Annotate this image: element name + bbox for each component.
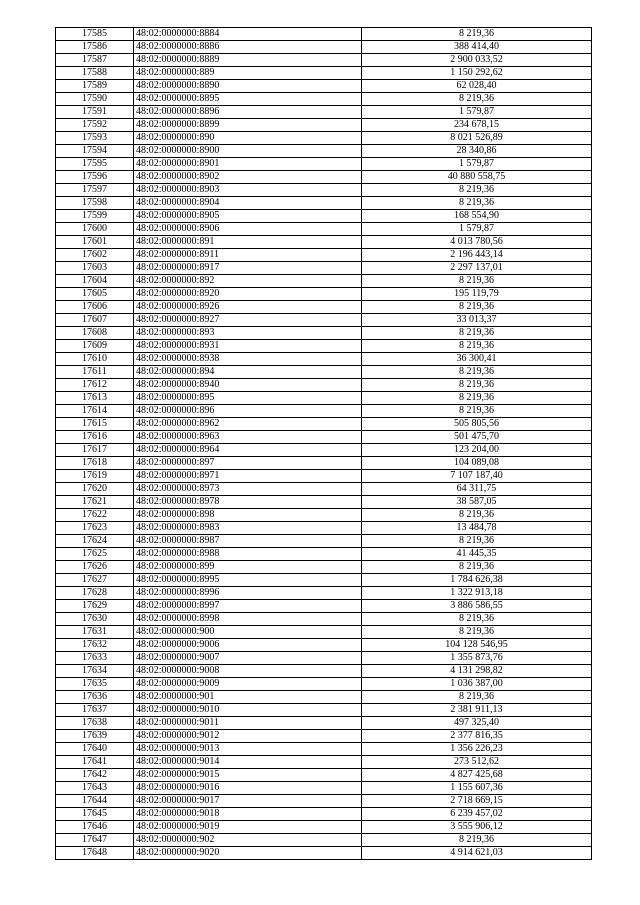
cadastral-number-cell: 48:02:0000000:8988 bbox=[134, 548, 362, 561]
value-cell: 3 886 586,55 bbox=[362, 600, 592, 613]
cadastral-number-cell: 48:02:0000000:9014 bbox=[134, 756, 362, 769]
cadastral-number-cell: 48:02:0000000:8995 bbox=[134, 574, 362, 587]
value-cell: 8 219,36 bbox=[362, 691, 592, 704]
row-number-cell: 17632 bbox=[56, 639, 134, 652]
table-row bbox=[56, 834, 592, 847]
table-row bbox=[56, 756, 592, 769]
table-row bbox=[56, 28, 592, 41]
table-row bbox=[56, 197, 592, 210]
value-cell: 388 414,40 bbox=[362, 41, 592, 54]
cadastral-number-cell: 48:02:0000000:8987 bbox=[134, 535, 362, 548]
table-row bbox=[56, 847, 592, 860]
cadastral-number-cell: 48:02:0000000:9011 bbox=[134, 717, 362, 730]
row-number-cell: 17643 bbox=[56, 782, 134, 795]
row-number-cell: 17587 bbox=[56, 54, 134, 67]
cadastral-number-cell: 48:02:0000000:8902 bbox=[134, 171, 362, 184]
row-number-cell: 17630 bbox=[56, 613, 134, 626]
row-number-cell: 17631 bbox=[56, 626, 134, 639]
value-cell: 4 013 780,56 bbox=[362, 236, 592, 249]
value-cell: 6 239 457,02 bbox=[362, 808, 592, 821]
table-row bbox=[56, 600, 592, 613]
cadastral-number-cell: 48:02:0000000:9010 bbox=[134, 704, 362, 717]
table-row bbox=[56, 418, 592, 431]
value-cell: 168 554,90 bbox=[362, 210, 592, 223]
cadastral-number-cell: 48:02:0000000:8971 bbox=[134, 470, 362, 483]
value-cell: 8 219,36 bbox=[362, 535, 592, 548]
row-number-cell: 17625 bbox=[56, 548, 134, 561]
value-cell: 1 784 626,38 bbox=[362, 574, 592, 587]
value-cell: 4 914 621,03 bbox=[362, 847, 592, 860]
table-row bbox=[56, 548, 592, 561]
value-cell: 8 219,36 bbox=[362, 327, 592, 340]
cadastral-number-cell: 48:02:0000000:9016 bbox=[134, 782, 362, 795]
value-cell: 104 089,08 bbox=[362, 457, 592, 470]
table-row bbox=[56, 704, 592, 717]
table-row bbox=[56, 795, 592, 808]
cadastral-number-cell: 48:02:0000000:8927 bbox=[134, 314, 362, 327]
table-row bbox=[56, 509, 592, 522]
cadastral-number-cell: 48:02:0000000:8973 bbox=[134, 483, 362, 496]
row-number-cell: 17628 bbox=[56, 587, 134, 600]
row-number-cell: 17615 bbox=[56, 418, 134, 431]
value-cell: 505 805,56 bbox=[362, 418, 592, 431]
table-row bbox=[56, 639, 592, 652]
row-number-cell: 17613 bbox=[56, 392, 134, 405]
value-cell: 7 107 187,40 bbox=[362, 470, 592, 483]
cadastral-number-cell: 48:02:0000000:8903 bbox=[134, 184, 362, 197]
value-cell: 8 219,36 bbox=[362, 613, 592, 626]
cadastral-number-cell: 48:02:0000000:9008 bbox=[134, 665, 362, 678]
cadastral-number-cell: 48:02:0000000:902 bbox=[134, 834, 362, 847]
value-cell: 1 579,87 bbox=[362, 158, 592, 171]
cadastral-number-cell: 48:02:0000000:8978 bbox=[134, 496, 362, 509]
row-number-cell: 17641 bbox=[56, 756, 134, 769]
row-number-cell: 17612 bbox=[56, 379, 134, 392]
table-row bbox=[56, 314, 592, 327]
table-row bbox=[56, 106, 592, 119]
cadastral-number-cell: 48:02:0000000:9012 bbox=[134, 730, 362, 743]
table-row bbox=[56, 613, 592, 626]
value-cell: 1 322 913,18 bbox=[362, 587, 592, 600]
value-cell: 8 219,36 bbox=[362, 834, 592, 847]
row-number-cell: 17611 bbox=[56, 366, 134, 379]
row-number-cell: 17591 bbox=[56, 106, 134, 119]
row-number-cell: 17605 bbox=[56, 288, 134, 301]
value-cell: 8 219,36 bbox=[362, 392, 592, 405]
row-number-cell: 17622 bbox=[56, 509, 134, 522]
cadastral-number-cell: 48:02:0000000:8963 bbox=[134, 431, 362, 444]
cadastral-number-cell: 48:02:0000000:9009 bbox=[134, 678, 362, 691]
row-number-cell: 17637 bbox=[56, 704, 134, 717]
table-row bbox=[56, 171, 592, 184]
value-cell: 8 219,36 bbox=[362, 366, 592, 379]
cadastral-number-cell: 48:02:0000000:8895 bbox=[134, 93, 362, 106]
cadastral-number-cell: 48:02:0000000:8917 bbox=[134, 262, 362, 275]
value-cell: 2 718 669,15 bbox=[362, 795, 592, 808]
cadastral-number-cell: 48:02:0000000:890 bbox=[134, 132, 362, 145]
row-number-cell: 17617 bbox=[56, 444, 134, 457]
table-row bbox=[56, 457, 592, 470]
value-cell: 1 150 292,62 bbox=[362, 67, 592, 80]
row-number-cell: 17634 bbox=[56, 665, 134, 678]
cadastral-number-cell: 48:02:0000000:9015 bbox=[134, 769, 362, 782]
table-row bbox=[56, 483, 592, 496]
table-row bbox=[56, 691, 592, 704]
table-row bbox=[56, 652, 592, 665]
value-cell: 501 475,70 bbox=[362, 431, 592, 444]
row-number-cell: 17635 bbox=[56, 678, 134, 691]
row-number-cell: 17596 bbox=[56, 171, 134, 184]
value-cell: 28 340,86 bbox=[362, 145, 592, 158]
cadastral-number-cell: 48:02:0000000:8905 bbox=[134, 210, 362, 223]
table-row bbox=[56, 821, 592, 834]
table-row bbox=[56, 236, 592, 249]
table-row bbox=[56, 67, 592, 80]
row-number-cell: 17638 bbox=[56, 717, 134, 730]
cadastral-number-cell: 48:02:0000000:893 bbox=[134, 327, 362, 340]
cadastral-number-cell: 48:02:0000000:8940 bbox=[134, 379, 362, 392]
row-number-cell: 17607 bbox=[56, 314, 134, 327]
row-number-cell: 17618 bbox=[56, 457, 134, 470]
table-row bbox=[56, 769, 592, 782]
row-number-cell: 17646 bbox=[56, 821, 134, 834]
table-row bbox=[56, 782, 592, 795]
cadastral-number-cell: 48:02:0000000:899 bbox=[134, 561, 362, 574]
row-number-cell: 17603 bbox=[56, 262, 134, 275]
table-row bbox=[56, 158, 592, 171]
value-cell: 123 204,00 bbox=[362, 444, 592, 457]
row-number-cell: 17604 bbox=[56, 275, 134, 288]
cadastral-number-cell: 48:02:0000000:892 bbox=[134, 275, 362, 288]
cadastral-number-cell: 48:02:0000000:8900 bbox=[134, 145, 362, 158]
row-number-cell: 17595 bbox=[56, 158, 134, 171]
cadastral-number-cell: 48:02:0000000:9020 bbox=[134, 847, 362, 860]
cadastral-number-cell: 48:02:0000000:8886 bbox=[134, 41, 362, 54]
table-row bbox=[56, 431, 592, 444]
row-number-cell: 17609 bbox=[56, 340, 134, 353]
table-row bbox=[56, 522, 592, 535]
value-cell: 13 484,78 bbox=[362, 522, 592, 535]
cadastral-number-cell: 48:02:0000000:8962 bbox=[134, 418, 362, 431]
table-row bbox=[56, 288, 592, 301]
cadastral-number-cell: 48:02:0000000:8938 bbox=[134, 353, 362, 366]
table-row bbox=[56, 223, 592, 236]
value-cell: 4 131 298,82 bbox=[362, 665, 592, 678]
value-cell: 4 827 425,68 bbox=[362, 769, 592, 782]
cadastral-number-cell: 48:02:0000000:896 bbox=[134, 405, 362, 418]
value-cell: 41 445,35 bbox=[362, 548, 592, 561]
table-row bbox=[56, 353, 592, 366]
cadastral-number-cell: 48:02:0000000:8997 bbox=[134, 600, 362, 613]
value-cell: 62 028,40 bbox=[362, 80, 592, 93]
cadastral-number-cell: 48:02:0000000:898 bbox=[134, 509, 362, 522]
row-number-cell: 17645 bbox=[56, 808, 134, 821]
row-number-cell: 17633 bbox=[56, 652, 134, 665]
row-number-cell: 17624 bbox=[56, 535, 134, 548]
value-cell: 8 219,36 bbox=[362, 405, 592, 418]
cadastral-number-cell: 48:02:0000000:8896 bbox=[134, 106, 362, 119]
row-number-cell: 17586 bbox=[56, 41, 134, 54]
value-cell: 497 325,40 bbox=[362, 717, 592, 730]
cadastral-number-cell: 48:02:0000000:9019 bbox=[134, 821, 362, 834]
table-row bbox=[56, 41, 592, 54]
row-number-cell: 17629 bbox=[56, 600, 134, 613]
row-number-cell: 17639 bbox=[56, 730, 134, 743]
row-number-cell: 17588 bbox=[56, 67, 134, 80]
cadastral-number-cell: 48:02:0000000:901 bbox=[134, 691, 362, 704]
cadastral-number-cell: 48:02:0000000:900 bbox=[134, 626, 362, 639]
table-row bbox=[56, 262, 592, 275]
table-row bbox=[56, 730, 592, 743]
row-number-cell: 17585 bbox=[56, 28, 134, 41]
row-number-cell: 17601 bbox=[56, 236, 134, 249]
row-number-cell: 17614 bbox=[56, 405, 134, 418]
cadastral-number-cell: 48:02:0000000:895 bbox=[134, 392, 362, 405]
value-cell: 33 013,37 bbox=[362, 314, 592, 327]
value-cell: 8 219,36 bbox=[362, 561, 592, 574]
row-number-cell: 17623 bbox=[56, 522, 134, 535]
value-cell: 1 579,87 bbox=[362, 223, 592, 236]
table-row bbox=[56, 470, 592, 483]
table-row bbox=[56, 717, 592, 730]
row-number-cell: 17589 bbox=[56, 80, 134, 93]
value-cell: 8 219,36 bbox=[362, 184, 592, 197]
table-row bbox=[56, 405, 592, 418]
row-number-cell: 17616 bbox=[56, 431, 134, 444]
value-cell: 8 219,36 bbox=[362, 28, 592, 41]
table-row bbox=[56, 80, 592, 93]
cadastral-number-cell: 48:02:0000000:894 bbox=[134, 366, 362, 379]
value-cell: 8 219,36 bbox=[362, 509, 592, 522]
cadastral-number-cell: 48:02:0000000:8889 bbox=[134, 54, 362, 67]
row-number-cell: 17602 bbox=[56, 249, 134, 262]
row-number-cell: 17598 bbox=[56, 197, 134, 210]
table-row bbox=[56, 678, 592, 691]
cadastral-number-cell: 48:02:0000000:8904 bbox=[134, 197, 362, 210]
row-number-cell: 17642 bbox=[56, 769, 134, 782]
table-row bbox=[56, 132, 592, 145]
value-cell: 195 119,79 bbox=[362, 288, 592, 301]
row-number-cell: 17606 bbox=[56, 301, 134, 314]
table-row bbox=[56, 496, 592, 509]
row-number-cell: 17600 bbox=[56, 223, 134, 236]
row-number-cell: 17590 bbox=[56, 93, 134, 106]
value-cell: 2 196 443,14 bbox=[362, 249, 592, 262]
table-row bbox=[56, 366, 592, 379]
value-cell: 8 219,36 bbox=[362, 93, 592, 106]
row-number-cell: 17647 bbox=[56, 834, 134, 847]
row-number-cell: 17640 bbox=[56, 743, 134, 756]
value-cell: 1 579,87 bbox=[362, 106, 592, 119]
row-number-cell: 17627 bbox=[56, 574, 134, 587]
row-number-cell: 17619 bbox=[56, 470, 134, 483]
table-row bbox=[56, 340, 592, 353]
cadastral-number-cell: 48:02:0000000:8964 bbox=[134, 444, 362, 457]
cadastral-number-cell: 48:02:0000000:891 bbox=[134, 236, 362, 249]
value-cell: 1 355 873,76 bbox=[362, 652, 592, 665]
table-row bbox=[56, 275, 592, 288]
table-row bbox=[56, 665, 592, 678]
table-row bbox=[56, 392, 592, 405]
value-cell: 1 155 607,36 bbox=[362, 782, 592, 795]
value-cell: 234 678,15 bbox=[362, 119, 592, 132]
row-number-cell: 17610 bbox=[56, 353, 134, 366]
row-number-cell: 17592 bbox=[56, 119, 134, 132]
value-cell: 38 587,05 bbox=[362, 496, 592, 509]
value-cell: 2 297 137,01 bbox=[362, 262, 592, 275]
table-row bbox=[56, 808, 592, 821]
cadastral-number-cell: 48:02:0000000:889 bbox=[134, 67, 362, 80]
row-number-cell: 17648 bbox=[56, 847, 134, 860]
value-cell: 8 219,36 bbox=[362, 275, 592, 288]
value-cell: 8 219,36 bbox=[362, 340, 592, 353]
table-row bbox=[56, 249, 592, 262]
table-row bbox=[56, 119, 592, 132]
value-cell: 64 311,75 bbox=[362, 483, 592, 496]
value-cell: 273 512,62 bbox=[362, 756, 592, 769]
table-row bbox=[56, 626, 592, 639]
cadastral-number-cell: 48:02:0000000:8906 bbox=[134, 223, 362, 236]
row-number-cell: 17593 bbox=[56, 132, 134, 145]
cadastral-number-cell: 48:02:0000000:8890 bbox=[134, 80, 362, 93]
value-cell: 2 381 911,13 bbox=[362, 704, 592, 717]
table-row bbox=[56, 535, 592, 548]
cadastral-number-cell: 48:02:0000000:8884 bbox=[134, 28, 362, 41]
row-number-cell: 17597 bbox=[56, 184, 134, 197]
row-number-cell: 17599 bbox=[56, 210, 134, 223]
value-cell: 8 219,36 bbox=[362, 379, 592, 392]
value-cell: 1 036 387,00 bbox=[362, 678, 592, 691]
cadastral-number-cell: 48:02:0000000:9007 bbox=[134, 652, 362, 665]
value-cell: 8 219,36 bbox=[362, 197, 592, 210]
row-number-cell: 17626 bbox=[56, 561, 134, 574]
row-number-cell: 17644 bbox=[56, 795, 134, 808]
value-cell: 8 219,36 bbox=[362, 301, 592, 314]
cadastral-number-cell: 48:02:0000000:8926 bbox=[134, 301, 362, 314]
table-row bbox=[56, 561, 592, 574]
value-cell: 104 128 546,95 bbox=[362, 639, 592, 652]
cadastral-number-cell: 48:02:0000000:8983 bbox=[134, 522, 362, 535]
value-cell: 36 300,41 bbox=[362, 353, 592, 366]
row-number-cell: 17620 bbox=[56, 483, 134, 496]
table-body bbox=[56, 28, 592, 860]
table-row bbox=[56, 54, 592, 67]
cadastral-number-cell: 48:02:0000000:8901 bbox=[134, 158, 362, 171]
row-number-cell: 17608 bbox=[56, 327, 134, 340]
table-row bbox=[56, 574, 592, 587]
cadastral-number-cell: 48:02:0000000:8996 bbox=[134, 587, 362, 600]
table-row bbox=[56, 145, 592, 158]
table-row bbox=[56, 210, 592, 223]
table-row bbox=[56, 444, 592, 457]
value-cell: 1 356 226,23 bbox=[362, 743, 592, 756]
table-row bbox=[56, 301, 592, 314]
value-cell: 40 880 558,75 bbox=[362, 171, 592, 184]
cadastral-number-cell: 48:02:0000000:8899 bbox=[134, 119, 362, 132]
cadastral-number-cell: 48:02:0000000:897 bbox=[134, 457, 362, 470]
row-number-cell: 17636 bbox=[56, 691, 134, 704]
cadastral-number-cell: 48:02:0000000:9006 bbox=[134, 639, 362, 652]
table-row bbox=[56, 327, 592, 340]
table-row bbox=[56, 743, 592, 756]
table-row bbox=[56, 379, 592, 392]
table-row bbox=[56, 93, 592, 106]
cadastral-number-cell: 48:02:0000000:8911 bbox=[134, 249, 362, 262]
value-cell: 2 900 033,52 bbox=[362, 54, 592, 67]
value-cell: 2 377 816,35 bbox=[362, 730, 592, 743]
table-row bbox=[56, 587, 592, 600]
cadastral-number-cell: 48:02:0000000:9017 bbox=[134, 795, 362, 808]
cadastral-number-cell: 48:02:0000000:9018 bbox=[134, 808, 362, 821]
row-number-cell: 17594 bbox=[56, 145, 134, 158]
cadastral-number-cell: 48:02:0000000:8998 bbox=[134, 613, 362, 626]
value-cell: 3 555 906,12 bbox=[362, 821, 592, 834]
cadastral-value-table bbox=[55, 27, 592, 860]
cadastral-number-cell: 48:02:0000000:8920 bbox=[134, 288, 362, 301]
value-cell: 8 021 526,89 bbox=[362, 132, 592, 145]
row-number-cell: 17621 bbox=[56, 496, 134, 509]
cadastral-number-cell: 48:02:0000000:8931 bbox=[134, 340, 362, 353]
value-cell: 8 219,36 bbox=[362, 626, 592, 639]
cadastral-number-cell: 48:02:0000000:9013 bbox=[134, 743, 362, 756]
table-row bbox=[56, 184, 592, 197]
